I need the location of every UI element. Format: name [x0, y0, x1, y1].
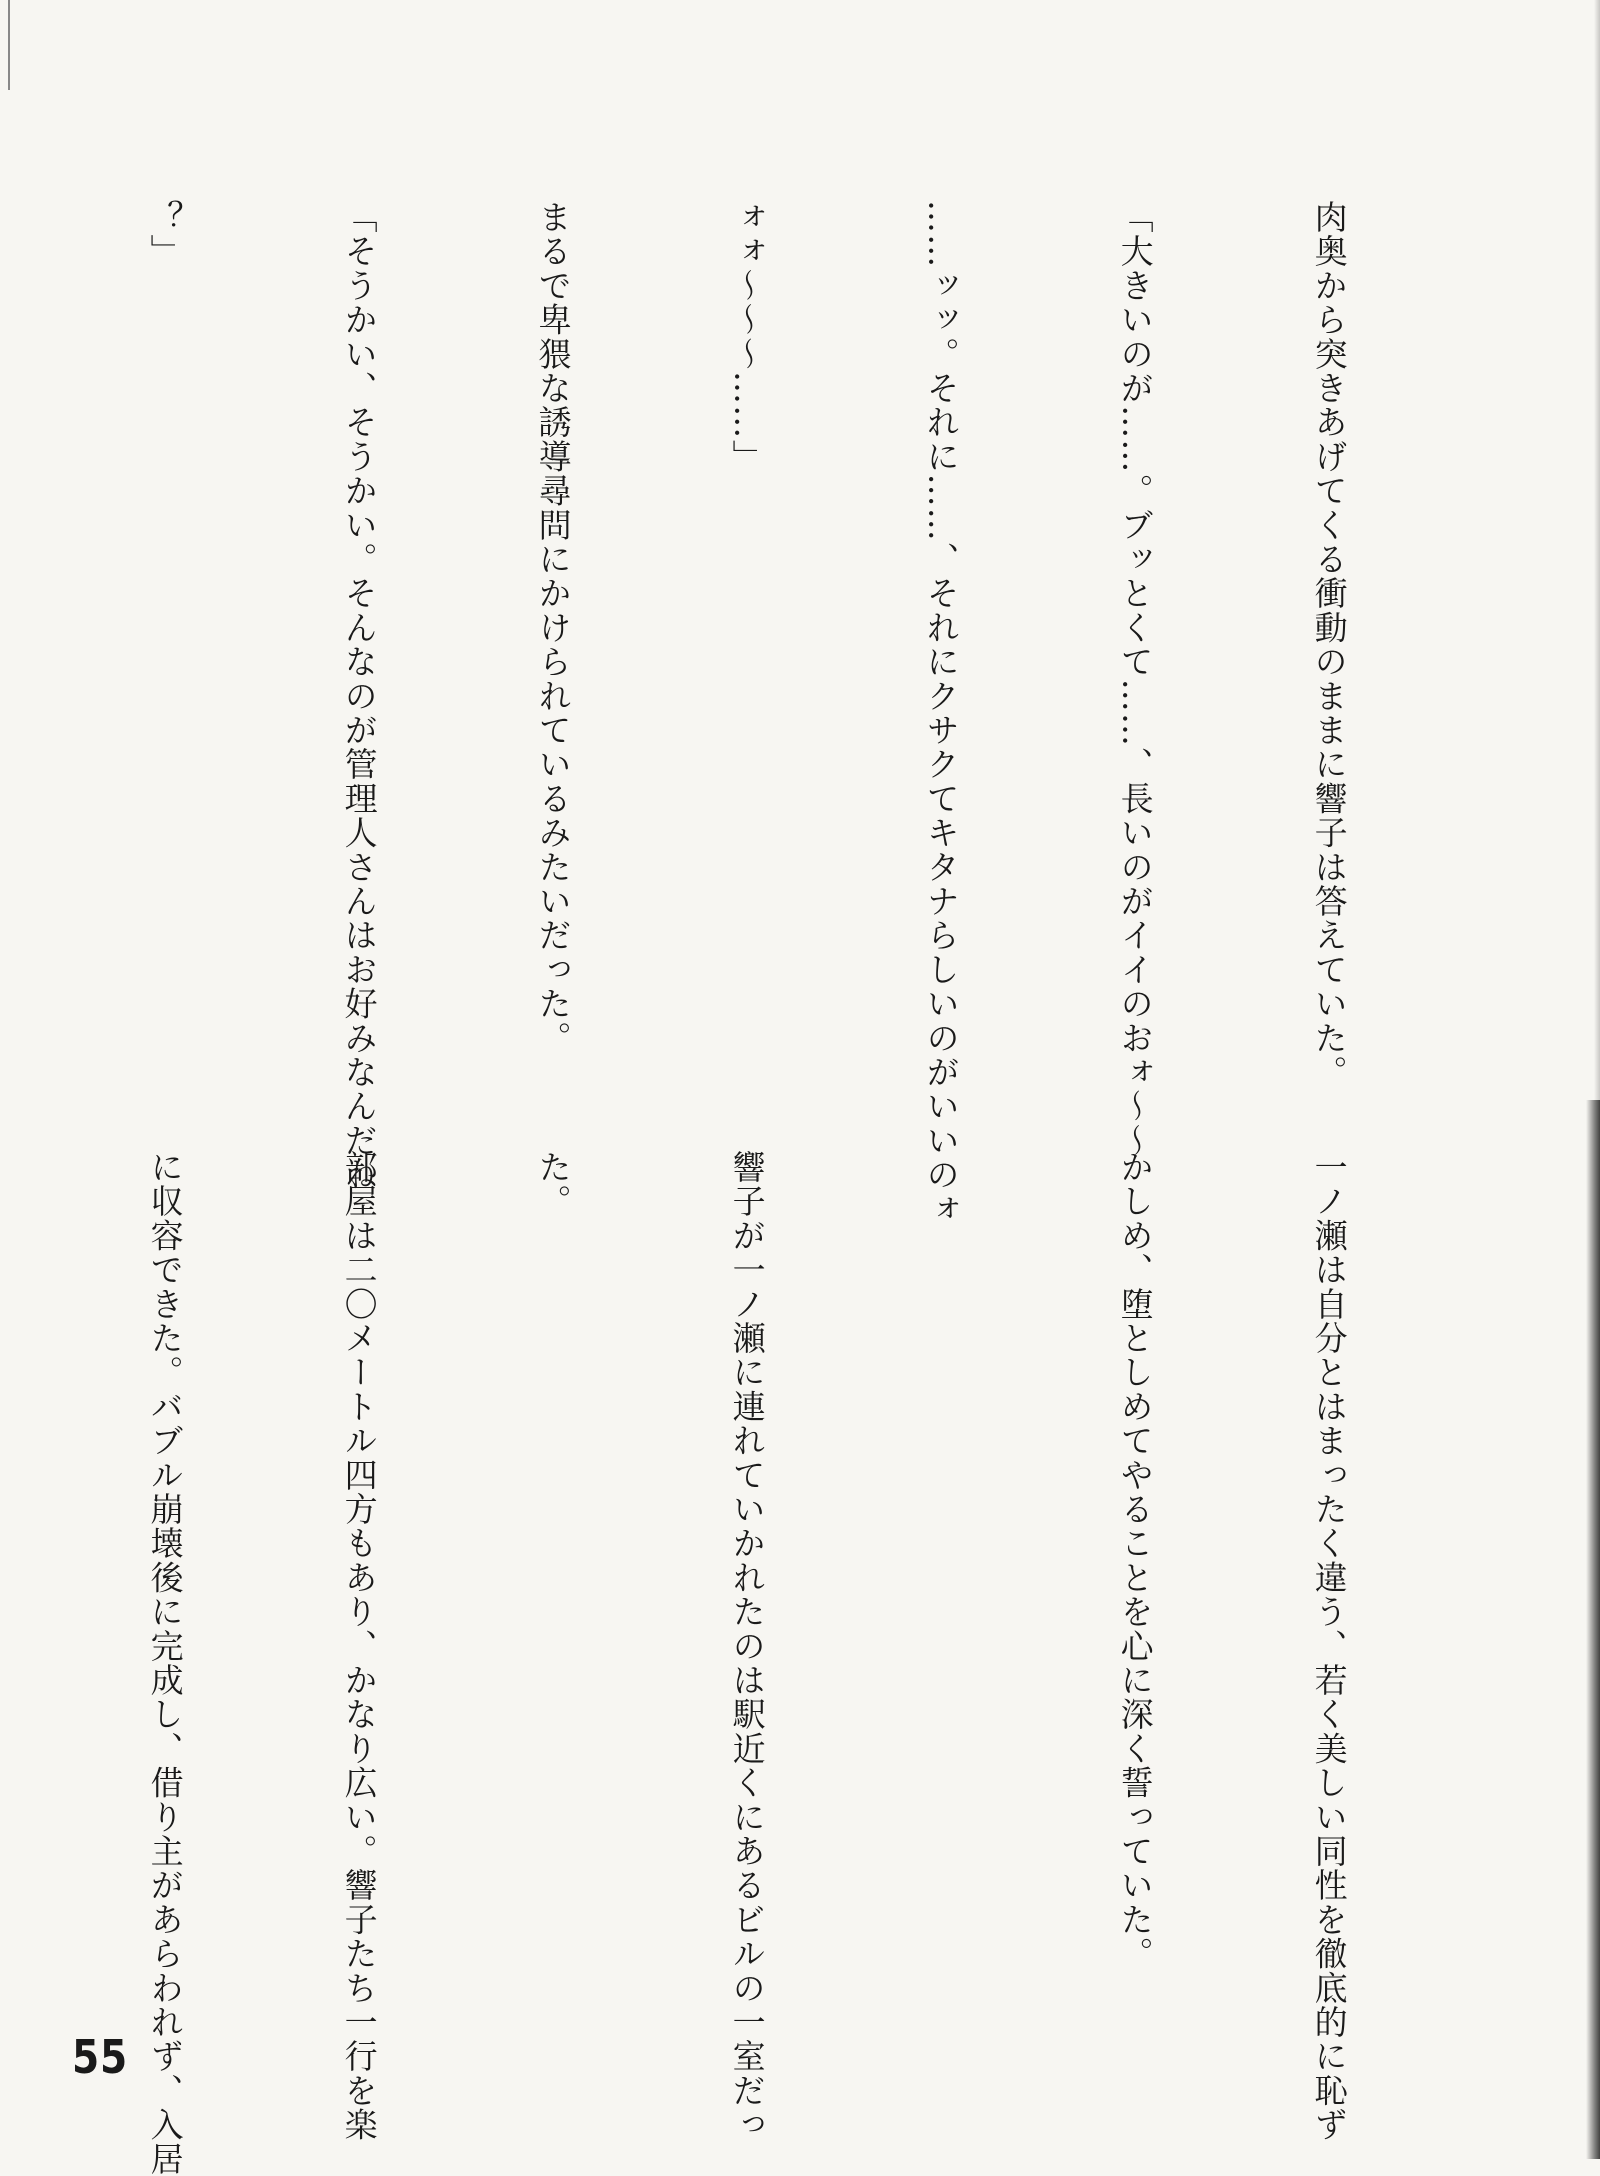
upper-text-block — [0, 200, 1490, 1226]
text-line: まるで卑猥な誘導尋問にかけられているみたいだった。 — [533, 200, 573, 1055]
text-line: 一ノ瀬は自分とはまったく違う、若く美しい同性を徹底的に恥ず — [1309, 1150, 1349, 2142]
text-line: た。 — [533, 1150, 573, 1219]
text-line: に収容できた。バブル崩壊後に完成し、借り主があらわれず、入居 — [145, 1150, 185, 2176]
page-edge-shadow-top — [1594, 0, 1600, 1100]
text-line: 響子が一ノ瀬に連れていかれたのは駅近くにあるビルの一室だっ — [727, 1150, 767, 2142]
text-line: 部屋は二〇メートル四方もあり、かなり広い。響子たち一行を楽 — [339, 1150, 379, 2142]
text-line: 肉奥から突きあげてくる衝動のままに響子は答えていた。 — [1309, 200, 1349, 1090]
text-line — [0, 200, 3, 1100]
text-line: かしめ、堕としめてやることを心に深く誓っていた。 — [1115, 1150, 1155, 1971]
text-line: 「そうかい、そうかい。そんなのが管理人さんはお好みなんだね — [339, 200, 379, 1192]
text-line — [0, 1150, 3, 2030]
page-edge-shadow — [1586, 1100, 1600, 2159]
page-edge-rule — [8, 0, 10, 90]
text-line: ……ッッ。それに……、それにクサクてキタナらしいのがいいのォ — [921, 200, 961, 1226]
text-line: ォォ〜〜〜……」 — [727, 200, 767, 474]
text-line: ？」 — [145, 200, 185, 269]
text-line: 「大きいのが……。ブッとくて……、長いのがイイのおォ〜〜 — [1115, 200, 1155, 1158]
page-number: 55 — [72, 2030, 129, 2084]
blank-line — [908, 1150, 973, 2030]
